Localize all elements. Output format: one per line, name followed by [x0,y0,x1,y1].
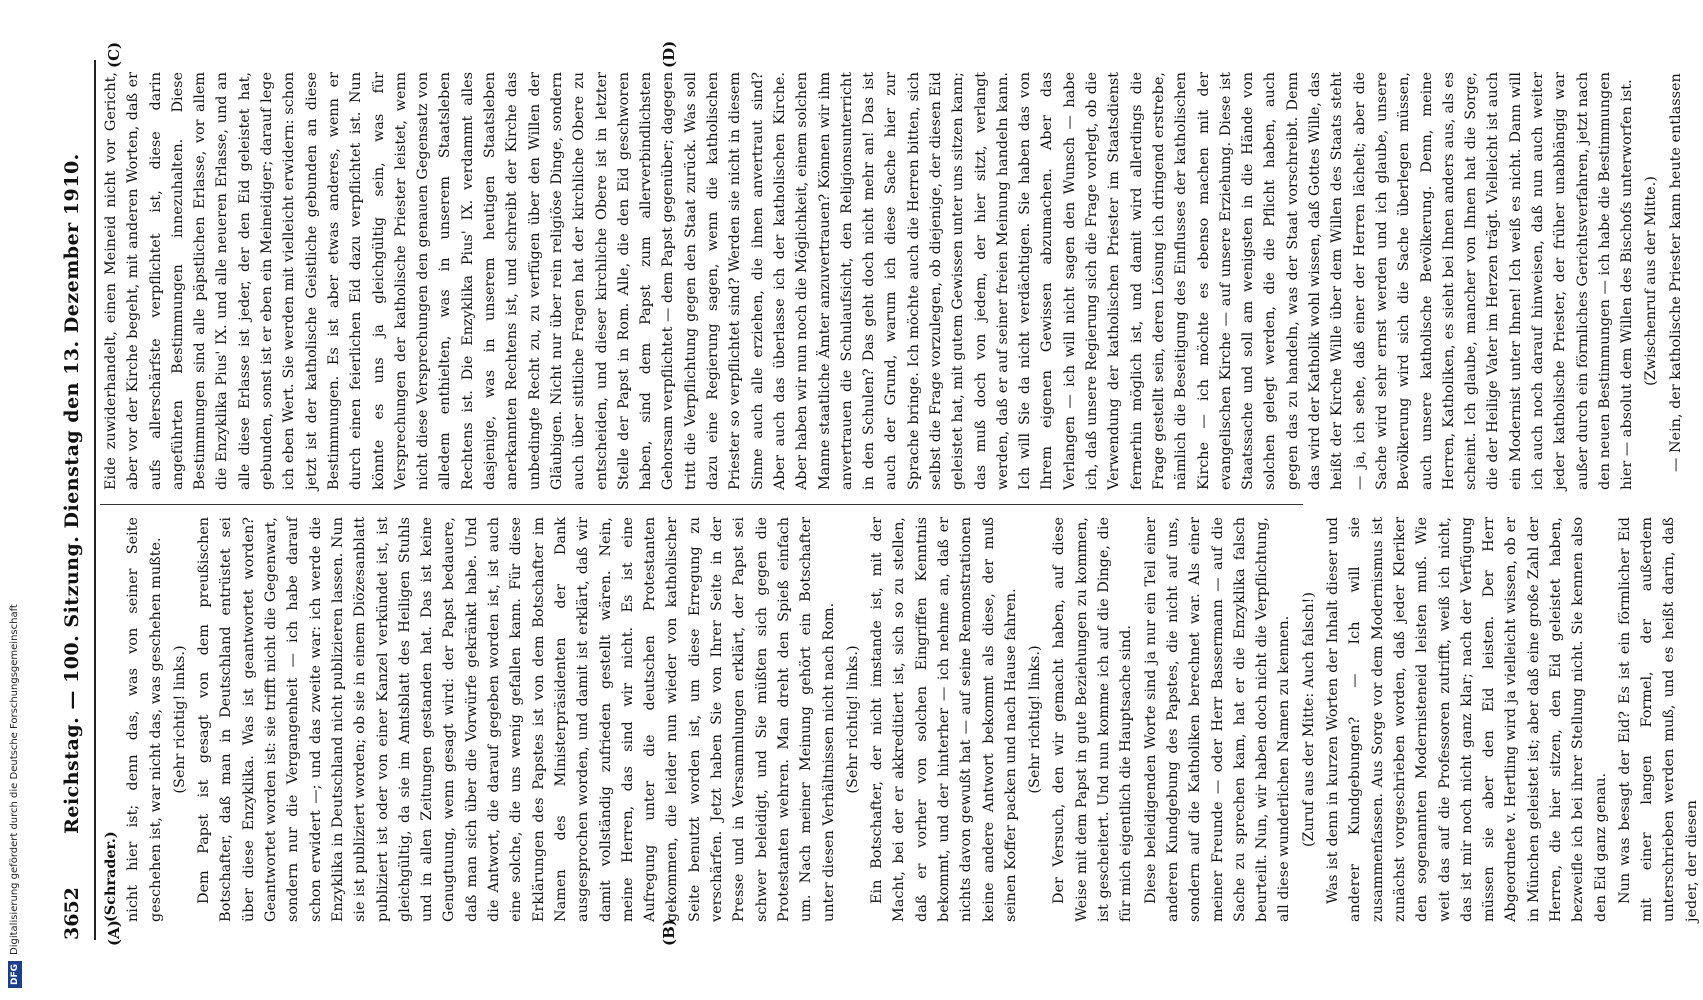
interjection: (Zuruf aus der Mitte: Auch falsch!) [1300,592,1317,847]
margin-marker-c: (C) [105,41,123,68]
digitization-credit [0,0,22,1000]
paragraph: Diese beleidigenden Worte sind ja nur ein Teil einer anderen Kundgebung des Papstes, die nicht auf uns, sondern auf die Katholiken berechnet war. Als einer meiner Freunde — oder Herr Bassermann — auf die Sache zu sprechen kam, hat er die Enzyklika falsch beurteilt. Nun, wir haben doch nicht die Verpflichtung, all diese wunderlichen Namen zu kennen. [1142,517,1293,922]
interjection: (Sehr richtig! links.) [171,645,188,794]
page-number: 3652 [61,887,83,940]
paragraph: Was ist denn in kurzen Worten der Inhalt dieser und anderer Kundgebungen? — Ich will sie zusammenfassen. Aus Sorge vor dem Modernismus ist zunächst vorgeschrieben worden, daß jeder Kleriker den sogenannten Modernisteneid leisten muß. Wie weit das auf die Professoren zutrifft, weiß ich nicht, das ist mir noch nicht ganz klar; nach der Verfügung müssen sie aber den Eid leisten. Der Herr Abgeordnete v. Hertling wird ja vielleicht wissen, ob er in München geleistet ist; aber daß eine große Zahl der Herren, die hier sitzen, den Eid geleistet haben, bezweifle ich bei ihrer Stellung nicht. Sie kennen also den Eid ganz genau. [1325,517,1609,922]
dfg-logo: DFG [8,961,22,988]
paragraph: Nun was besagt der Eid? Es ist ein förmlicher Eid mit einer langen Formel, der außerdem unterschrieben werden muß, und es heißt darin, daß jeder, der diesen [1616,517,1700,922]
interjection: (Sehr richtig! links.) [844,645,861,794]
interjection: (Sehr richtig! links.) [1027,645,1044,794]
column-divider [100,504,1303,505]
page-title: Reichstag. — 100. Sitzung. Dienstag den 13. Dezember 1910. [61,153,83,834]
margin-marker-a: (A) [105,920,123,946]
interjection: (Zwischenruf aus der Mitte.) [1643,176,1660,386]
right-column [100,72,1684,490]
paragraph: — Nein, der katholische Priester kann heute entlassen [1667,73,1684,472]
credit-text: Digitalisierung gefördert durch die Deutsche Forschungsgemeinschaft [9,604,20,955]
left-column [100,517,1700,922]
margin-marker-b: (B) [660,919,678,946]
paragraph: Eide zuwiderhandelt, einen Meineid nicht vor Gericht, aber vor der Kirche begeht, mit anderen Worten, daß er aufs allerschärfste verpflichtet ist, diese darin angeführten Bestimmungen innezuhalten. Diese Bestimmungen sind alle päpstlichen Erlasse, vor allem die Enzyklika Pius' IX. und alle neueren Erlasse, und an alle diese Erlasse ist jeder, der den Eid geleistet hat, gebunden, sonst ist er eben ein Meineidiger; darauf lege ich eben Wert. Sie werden mit vielleicht erwidern: schon jetzt ist der katholische Geistliche gebunden an diese Bestimmungen. Es ist aber etwas anderes, wenn er durch einen feierlichen Eid dazu verpflichtet ist. Nun könnte es uns ja gleichgültig sein, was für Versprechungen der katholische Priester leistet, wenn nicht diese Versprechungen den genauen Gegensatz von alledem enthielten, was in unserem Staatsleben Rechtens ist. Die Enzyklika Pius' IX. verdammt alles dasjenige, was in unserem heutigen Staatsleben anerkannten Rechtens ist, und schreibt der Kirche das unbedingte Recht zu, zu verfügen über den Willen der Gläubigen. Nicht nur über rein religiöse Dinge, sondern auch über sittliche Fragen hat der kirchliche Obere zu entscheiden, und dieser kirchliche Obere ist in letzter Stelle der Papst in Rom. Alle, die den Eid geschworen haben, sind dem Papst zum allerverbindlichsten Gehorsam verpflichtet — dem Papst gegenüber; dagegen tritt die Verpflichtung gegen den Staat zurück. Was soll dazu eine Regierung sagen, wenn die katholischen Priester so verpflichtet sind? Werden sie nicht in diesem Sinne auch alle erziehen, die ihnen anvertraut sind? Aber auch das überlasse ich der katholischen Kirche. Aber haben wir nun noch die Möglichkeit, einem solchen Manne staatliche Ämter anzuvertrauen? Können wir ihm anvertrauen die Schulaufsicht, den Religionsunterricht in den Schulen? Das geht doch nicht mehr an! Das ist auch der Grund, warum ich diese Sache hier zur Sprache bringe. Ich möchte auch die Herren bitten, sich selbst die Frage vorzulegen, ob diejenige, der diesen Eid geleistet hat, mit gutem Gewissen unter uns sitzen kann; das muß doch von jedem, der hier sitzt, verlangt werden, daß er auf seiner freien Meinung handeln kann. Ich will Sie da nicht verdächtigen. Sie haben das von Ihrem eigenen Gewissen abzumachen. Aber das Verlangen — ich will nicht sagen den Wunsch — habe ich, daß unsere Regierung sich die Frage vorlegt, ob die Verwendung der katholischen Priester im Staatsdienst fernerhin möglich ist, und damit wird allerdings die Frage gestellt sein, deren Lösung ich dringend erstrebe, nämlich die Beseitigung des Einflusses der katholischen Kirche — ich möchte es ebenso machen mit der evangelischen Kirche — auf unsere Erziehung. Diese ist Staatssache und soll am wenigsten in die Hände von solchen gelegt werden, die die Pflicht haben, auch gegen das zu handeln, was der Staat vorschreibt. Denn das wird der Katholik wohl wissen, daß Gottes Wille, das heißt der Kirche Wille über dem Willen des Staats steht — ja, ich sehe, daß einer der Herren lächelt; aber die Sache wird sehr ernst werden und ich glaube, unsere Bevölkerung wird sich die Sache überlegen müssen, auch unsere katholische Bevölkerung. Denn, meine Herren, Katholiken, es sieht bei Ihnen anders aus, als es scheint. Ich glaube, mancher von Ihnen hat die Sorge, die der Heilige Vater im Herzen trägt. Vielleicht ist auch ein Modernist unter Ihnen! Ich weiß es nicht. Dann will ich auch noch darauf hinweisen, daß nun auch weiter jeder katholische Priester, der früher unabhängig war außer durch ein förmliches Gerichtsverfahren, jetzt nach den neuen Bestimmungen — ich habe die Bestimmungen hier — absolut dem Willen des Bischofs unterworfen ist. [103,72,1636,490]
paragraph: Der Versuch, den wir gemacht haben, auf diese Weise mit dem Papst in gute Beziehungen zu kommen, ist gescheitert. Und nun komme ich auf die Dinge, die für mich eigentlich die Hauptsache sind. [1051,517,1135,922]
paragraph: Ein Botschafter, der nicht imstande ist, mit der Macht, bei der er akkreditiert ist, sich so zu stellen, daß er vorher von solchen Eingriffen Kenntnis bekommt, und der hinterher — ich nehme an, daß er nichts davon gewußt hat — auf seine Remonstrationen keine andere Antwort bekommt als diese, der muß seinen Koffer packen und nach Hause fahren. [869,517,1019,922]
header-rule [94,60,96,940]
paragraph: Dem Papst ist gesagt von dem preußischen Botschafter, daß man in Deutschland entrüstet sei über diese Enzyklika. Was ist geantwortet worden? Geantwortet worden ist: sie trifft nicht die Gegenwart, sondern nur die Vergangenheit — ich habe darauf schon erwidert —; und das zweite war: ich werde die Enzyklika in Deutschland nicht publizieren lassen. Nun sie ist publiziert worden; ob sie in einem Diözesanblatt publiziert ist oder von einer Kanzel verkündet ist, ist gleichgültig, da sie im Amtsblatt des Heiligen Stuhls und in allen Zeitungen gestanden hat. Das ist keine Genugtuung, wenn gesagt wird: der Papst bedauere, daß man sich über die Vorwürfe gekränkt habe. Und die Antwort, die darauf gegeben worden ist, ist auch eine solche, die uns wenig gefallen kann. Für diese Erklärungen des Papstes ist von dem Botschafter im Namen des Ministerpräsidenten der Dank ausgesprochen worden, und damit ist erklärt, daß wir damit vollständig zufrieden gestellt wären. Nein, meine Herren, das sind wir nicht. Es ist eine Aufregung unter die deutschen Protestanten gekommen, die leider nun wieder von katholischer Seite benutzt worden ist, um diese Erregung zu verschärfen. Jetzt haben Sie von Ihrer Seite in der Presse und in Versammlungen erklärt, der Papst sei schwer beleidigt, und Sie müßten sich gegen die Protestanten wehren. Man dreht den Spieß einfach um. Nach meiner Meinung gehört ein Botschafter unter diesen Verhältnissen nicht nach Rom. [196,517,837,922]
paragraph: nicht hier ist; denn das, was von seiner Seite geschehen ist, war nicht das, was geschehen mußte. [125,517,164,922]
margin-marker-d: (D) [660,40,678,68]
page-header [52,60,92,940]
speaker-name: (Schrader.) [102,831,119,922]
